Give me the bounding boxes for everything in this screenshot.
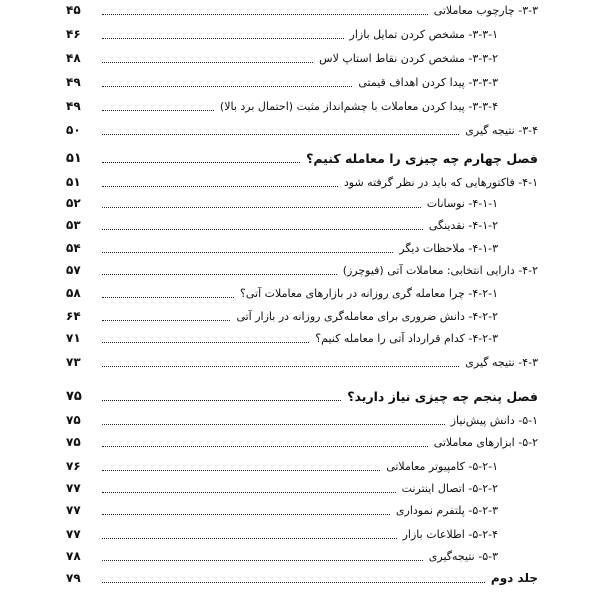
toc-entry[interactable] xyxy=(66,48,538,68)
toc-entry[interactable] xyxy=(66,432,538,452)
toc-entry-page: ۵۴ xyxy=(66,241,81,255)
toc-entry[interactable] xyxy=(66,546,538,566)
dot-leader xyxy=(102,110,214,111)
toc-entry-page: ۵۱ xyxy=(66,175,81,189)
toc-entry-title: ۴-۲-۲- دانش ضروری برای معامله‌گری روزانه در بازار آتی xyxy=(236,309,498,323)
toc-entry[interactable] xyxy=(66,283,538,303)
toc-entry-page: ۵۸ xyxy=(66,286,81,300)
toc-entry[interactable] xyxy=(66,96,538,116)
dot-leader xyxy=(102,38,344,39)
toc-entry[interactable] xyxy=(66,524,538,544)
toc-entry-page: ۴۹ xyxy=(66,99,81,113)
toc-entry-page: ۷۵ xyxy=(66,413,81,427)
dot-leader xyxy=(102,560,423,561)
toc-entry-title: ۳-۳- چارچوب معاملاتی xyxy=(433,3,538,17)
toc-entry-page: ۷۷ xyxy=(66,527,81,541)
dot-leader xyxy=(102,582,485,583)
toc-entry-page: ۷۵ xyxy=(66,435,81,449)
dot-leader xyxy=(102,342,309,343)
toc-entry[interactable] xyxy=(66,568,538,588)
dot-leader xyxy=(102,320,230,321)
toc-entry[interactable] xyxy=(66,260,538,280)
toc-entry-page: ۷۱ xyxy=(66,331,81,345)
dot-leader xyxy=(102,134,459,135)
toc-entry[interactable] xyxy=(66,478,538,498)
dot-leader xyxy=(102,538,397,539)
toc-entry-title: ۵-۱- دانش پیش‌نیاز xyxy=(450,413,538,427)
toc-entry-title: ۳-۳-۴- پیدا کردن معاملات با چشم‌انداز مثبت (احتمال برد بالا) xyxy=(219,99,498,113)
toc-entry-title: ۴-۱- فاکتورهایی که باید در نظر گرفته شود xyxy=(343,175,538,189)
toc-entry-page: ۶۴ xyxy=(66,309,81,323)
toc-entry-title: ۵-۲- ابزارهای معاملاتی xyxy=(433,435,538,449)
toc-entry-page: ۴۹ xyxy=(66,75,81,89)
toc-entry[interactable] xyxy=(66,456,538,476)
dot-leader xyxy=(102,470,380,471)
toc-entry[interactable] xyxy=(66,328,538,348)
dot-leader xyxy=(102,424,445,425)
toc-entry-page: ۵۲ xyxy=(66,196,81,210)
toc-entry-title: ۵-۲-۴- اطلاعات بازار xyxy=(402,527,498,541)
toc-entry-title: ۳-۴- نتیجه گیری xyxy=(465,123,538,137)
toc-entry[interactable] xyxy=(66,172,538,192)
toc-entry[interactable] xyxy=(66,238,538,258)
dot-leader xyxy=(102,229,423,230)
dot-leader xyxy=(102,446,428,447)
toc-entry[interactable] xyxy=(66,306,538,326)
toc-entry-page: ۷۸ xyxy=(66,549,81,563)
toc-entry-page: ۷۶ xyxy=(66,459,81,473)
toc-entry-title: ۳-۳-۱- مشخص کردن تمایل بازار xyxy=(349,27,498,41)
toc-entry-page: ۵۰ xyxy=(66,123,81,137)
toc-entry-page: ۴۸ xyxy=(66,51,81,65)
toc-entry-page: ۷۷ xyxy=(66,503,81,517)
toc-entry-title: ۳-۳-۲- مشخص کردن نقاط استاپ لاس xyxy=(319,51,498,65)
toc-entry-title: ۵-۲-۱- کامپیوتر معاملاتی xyxy=(386,459,498,473)
toc-entry-page: ۵۱ xyxy=(66,150,82,166)
toc-entry-page: ۷۵ xyxy=(66,388,82,404)
toc-entry-title: ۴-۲-۱- چرا معامله گری روزانه در بازارهای معاملات آتی؟ xyxy=(240,286,498,300)
toc-entry-title: ۴-۱-۳- ملاحظات دیگر xyxy=(399,241,498,255)
dot-leader xyxy=(102,162,300,163)
dot-leader xyxy=(102,366,459,367)
toc-entry-page: ۵۳ xyxy=(66,218,81,232)
dot-leader xyxy=(102,14,428,15)
toc-entry-title: ۵-۲-۲- اتصال اینترنت xyxy=(401,481,498,495)
toc-entry[interactable] xyxy=(66,120,538,140)
toc-entry-page: ۷۹ xyxy=(66,571,81,585)
toc-entry-title: ۳-۳-۳- پیدا کردن اهداف قیمتی xyxy=(358,75,498,89)
toc-entry-page: ۵۷ xyxy=(66,263,81,277)
toc-entry[interactable] xyxy=(66,24,538,44)
toc-entry-title: فصل چهارم چه چیزی را معامله کنیم؟ xyxy=(306,150,538,166)
dot-leader xyxy=(102,62,313,63)
dot-leader xyxy=(102,297,234,298)
toc-entry-page: ۷۳ xyxy=(66,355,81,369)
toc-entry-title: ۴-۱-۱- نوسانات xyxy=(426,196,498,210)
dot-leader xyxy=(102,514,390,515)
toc-entry-title: ۴-۲- دارایی انتخابی: معاملات آتی (فیوچرز) xyxy=(342,263,538,277)
chapter-heading[interactable] xyxy=(66,386,538,406)
toc-entry[interactable] xyxy=(66,215,538,235)
dot-leader xyxy=(102,252,393,253)
toc-entry-title: جلد دوم xyxy=(490,571,538,585)
toc-entry[interactable] xyxy=(66,410,538,430)
toc-entry[interactable] xyxy=(66,72,538,92)
dot-leader xyxy=(102,86,352,87)
toc-entry[interactable] xyxy=(66,193,538,213)
dot-leader xyxy=(102,186,338,187)
toc-entry-title: ۵-۲-۳- پلتفرم نموداری xyxy=(395,503,498,517)
toc-entry-page: ۷۷ xyxy=(66,481,81,495)
toc-entry-page: ۴۵ xyxy=(66,3,81,17)
chapter-heading[interactable] xyxy=(66,148,538,168)
toc-entry-title: فصل پنجم چه چیزی نیاز دارید؟ xyxy=(347,388,538,404)
dot-leader xyxy=(102,207,421,208)
toc-entry[interactable] xyxy=(66,500,538,520)
dot-leader xyxy=(102,492,396,493)
toc-entry-title: ۴-۳- نتیجه گیری xyxy=(465,355,538,369)
toc-entry-title: ۵-۳- نتیجه‌گیری xyxy=(428,549,498,563)
toc-entry-page: ۴۶ xyxy=(66,27,81,41)
toc-entry-title: ۴-۲-۳- کدام قرارداد آتی را معامله کنیم؟ xyxy=(315,331,498,345)
dot-leader xyxy=(102,274,337,275)
toc-entry[interactable] xyxy=(66,352,538,372)
toc-entry-title: ۴-۱-۲- نقدینگی xyxy=(428,218,498,232)
dot-leader xyxy=(102,400,341,401)
toc-entry[interactable] xyxy=(66,0,538,20)
